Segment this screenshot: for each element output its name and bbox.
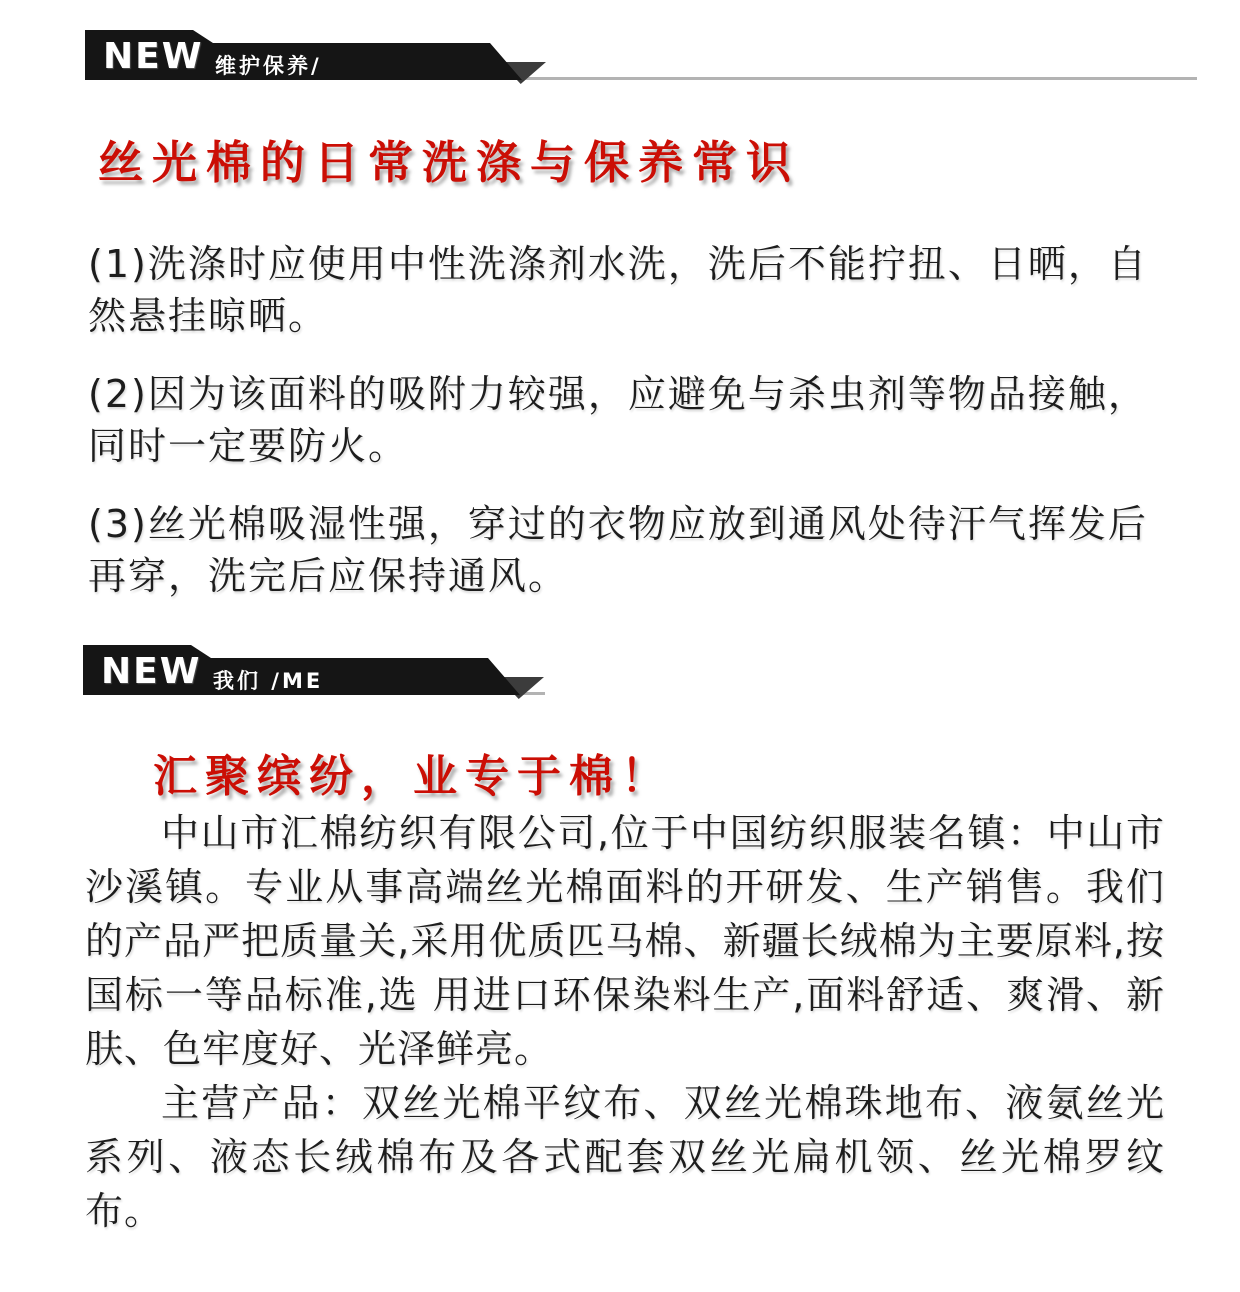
care-instructions-list (88, 238, 1166, 628)
main-products-paragraph: 主营产品：双丝光棉平纹布、双丝光棉珠地布、液氨丝光系列、液态长绒棉布及各式配套双丝光扁机领、丝光棉罗纹布。 (85, 1081, 1165, 1233)
care-section-banner (85, 30, 565, 82)
about-company-text (85, 806, 1165, 1238)
about-section-heading: 汇聚缤纷，业专于棉！ (153, 751, 673, 802)
about-section-banner (83, 645, 563, 697)
banner-label-maintenance: 维护保养/ (215, 54, 322, 78)
care-instruction-3: (3)丝光棉吸湿性强，穿过的衣物应放到通风处待汗气挥发后再穿，洗完后应保持通风。 (88, 502, 1148, 598)
banner-label-about-us: 我们 /ME (213, 669, 324, 693)
care-section-heading: 丝光棉的日常洗涤与保养常识 (98, 136, 801, 189)
company-intro-paragraph: 中山市汇棉纺织有限公司,位于中国纺织服装名镇：中山市沙溪镇。专业从事高端丝光棉面料的开研发、生产销售。我们的产品严把质量关,采用优质匹马棉、新疆长绒棉为主要原料,按国标一等品标准,选 用进口环保染料生产,面料舒适、爽滑、新肤、色牢度好、光泽鲜亮。 (85, 811, 1165, 1071)
care-instruction-1: (1)洗涤时应使用中性洗涤剂水洗，洗后不能拧扭、日晒，自然悬挂晾晒。 (88, 242, 1148, 338)
new-badge: NEW (101, 651, 202, 692)
care-instruction-2: (2)因为该面料的吸附力较强，应避免与杀虫剂等物品接触，同时一定要防火。 (88, 372, 1148, 468)
new-badge: NEW (103, 36, 204, 77)
